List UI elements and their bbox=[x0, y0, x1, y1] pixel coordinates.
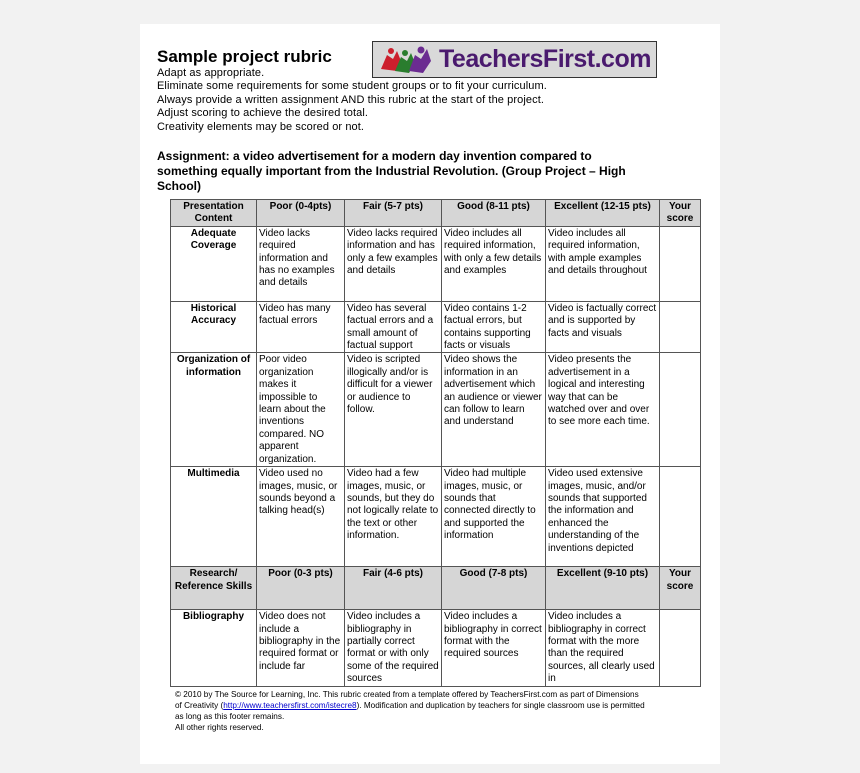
intro-line: Creativity elements may be scored or not. bbox=[157, 120, 365, 133]
table-cell: Video lacks required information and has only a few examples and details bbox=[345, 226, 442, 301]
header-cell: Presentation Content bbox=[171, 200, 257, 227]
header-cell: Poor (0-3 pts) bbox=[257, 567, 345, 610]
table-cell: Video used extensive images, music, and/or sounds that supported the information and enhanced the understanding of the inventions depicted bbox=[546, 467, 660, 567]
header-cell: Your score bbox=[660, 200, 701, 227]
header-cell: Good (7-8 pts) bbox=[442, 567, 546, 610]
header-cell: Fair (4-6 pts) bbox=[345, 567, 442, 610]
page-title: Sample project rubric bbox=[157, 47, 332, 66]
intro-line: Eliminate some requirements for some student groups or to fit your curriculum. bbox=[157, 80, 547, 93]
criterion-cell: Bibliography bbox=[171, 610, 257, 686]
table-cell: Video is scripted illogically and/or is difficult for a viewer or audience to follow. bbox=[345, 353, 442, 467]
rubric-table bbox=[170, 199, 701, 687]
assignment-text: Assignment: a video advertisement for a modern day invention compared to something equally important from the Industrial Revolution. (Group Project – High School) bbox=[157, 149, 626, 193]
logo-wordmark: TeachersFirst.com bbox=[439, 45, 651, 73]
table-cell: Video had a few images, music, or sounds, but they do not logically relate to the text or other information. bbox=[345, 467, 442, 567]
table-header-row bbox=[171, 200, 701, 227]
table-cell: Video includes a bibliography in partially correct format or with only some of the required sources bbox=[345, 610, 442, 686]
score-cell bbox=[660, 610, 701, 686]
dimensions-of-creativity-link[interactable]: http://www.teachersfirst.com/istecre8 bbox=[223, 701, 357, 710]
intro-line: Always provide a written assignment AND this rubric at the start of the project. bbox=[157, 93, 545, 106]
intro-line: Adjust scoring to achieve the desired total. bbox=[157, 107, 369, 120]
teachersfirst-logo bbox=[372, 41, 657, 78]
score-cell bbox=[660, 226, 701, 301]
header-cell: Poor (0-4pts) bbox=[257, 200, 345, 227]
footer-text: © 2010 by The Source for Learning, Inc. This rubric created from a template offered by TeachersFirst.com as part of Dimensions of Creativity ( bbox=[175, 690, 639, 710]
copyright-footer bbox=[175, 689, 645, 733]
criterion-cell: Organization of information bbox=[171, 353, 257, 467]
criterion-cell: Historical Accuracy bbox=[171, 301, 257, 353]
header-cell: Fair (5-7 pts) bbox=[345, 200, 442, 227]
score-cell bbox=[660, 353, 701, 467]
table-cell: Video contains 1-2 factual errors, but contains supporting facts or visuals bbox=[442, 301, 546, 353]
table-row bbox=[171, 610, 701, 686]
table-cell: Video had multiple images, music, or sounds that connected directly to and supported the information bbox=[442, 467, 546, 567]
table-cell: Video includes all required information, with ample examples and details throughout bbox=[546, 226, 660, 301]
table-cell: Video includes all required information, with only a few details and examples bbox=[442, 226, 546, 301]
header-cell: Excellent (9-10 pts) bbox=[546, 567, 660, 610]
table-cell: Video presents the advertisement in a logical and interesting way that can be watched over and over to see more each time. bbox=[546, 353, 660, 467]
header-cell: Excellent (12-15 pts) bbox=[546, 200, 660, 227]
header-cell: Research/ Reference Skills bbox=[171, 567, 257, 610]
criterion-cell: Multimedia bbox=[171, 467, 257, 567]
table-cell: Video shows the information in an advertisement which an audience or viewer can follow to learn and understand bbox=[442, 353, 546, 467]
table-cell: Video has several factual errors and a small amount of factual support bbox=[345, 301, 442, 353]
table-cell: Video does not include a bibliography in the required format or include far bbox=[257, 610, 345, 686]
header-cell: Good (8-11 pts) bbox=[442, 200, 546, 227]
table-cell: Video includes a bibliography in correct format with the more than the required sources, all clearly used in bbox=[546, 610, 660, 686]
table-cell: Video includes a bibliography in correct format with the required sources bbox=[442, 610, 546, 686]
table-row bbox=[171, 467, 701, 567]
table-row bbox=[171, 301, 701, 353]
table-row bbox=[171, 353, 701, 467]
criterion-cell: Adequate Coverage bbox=[171, 226, 257, 301]
table-cell: Poor video organization makes it impossible to learn about the inventions compared. NO apparent organization. bbox=[257, 353, 345, 467]
footer-rights: All other rights reserved. bbox=[175, 723, 264, 732]
table-row bbox=[171, 226, 701, 301]
score-cell bbox=[660, 301, 701, 353]
table-header-row bbox=[171, 567, 701, 610]
footer-text: ). Modification and duplication by teachers for single classroom use is permitted as long as this footer remains. bbox=[175, 701, 645, 721]
puzzle-people-icon bbox=[379, 45, 435, 75]
table-cell: Video used no images, music, or sounds beyond a talking head(s) bbox=[257, 467, 345, 567]
intro-line: Adapt as appropriate. bbox=[157, 67, 265, 79]
table-cell: Video is factually correct and is supported by facts and visuals bbox=[546, 301, 660, 353]
score-cell bbox=[660, 467, 701, 567]
header-cell: Your score bbox=[660, 567, 701, 610]
table-cell: Video has many factual errors bbox=[257, 301, 345, 353]
table-cell: Video lacks required information and has no examples and details bbox=[257, 226, 345, 301]
